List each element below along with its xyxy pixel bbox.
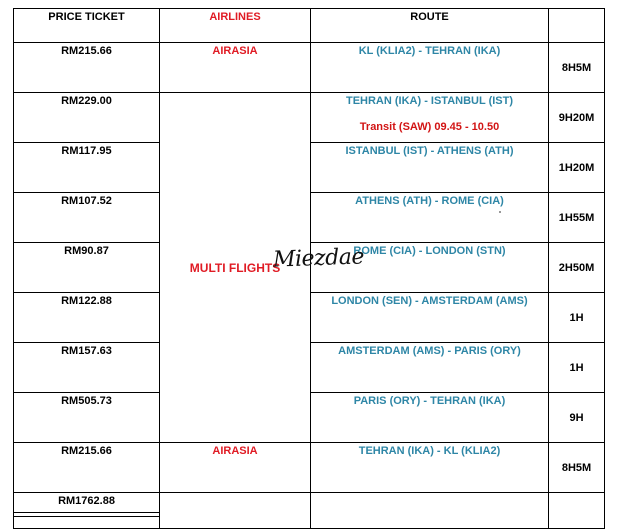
route-cell: LONDON (SEN) - AMSTERDAM (AMS) [311, 293, 549, 343]
price-cell: RM107.52 [14, 193, 160, 243]
empty-cell [311, 493, 549, 529]
price-cell: RM122.88 [14, 293, 160, 343]
price-cell: RM90.87 [14, 243, 160, 293]
duration-cell: 9H [549, 393, 605, 443]
table-row [14, 43, 605, 93]
route-cell: ATHENS (ATH) - ROME (CIA) [311, 193, 549, 243]
price-cell: RM157.63 [14, 343, 160, 393]
route-cell: ROME (CIA) - LONDON (STN) [311, 243, 549, 293]
airline-cell: AIRASIA [160, 43, 311, 93]
transit-note: Transit (SAW) 09.45 - 10.50 [359, 121, 500, 133]
duration-cell: 1H [549, 293, 605, 343]
total-row [14, 493, 605, 529]
table-row [14, 93, 605, 143]
price-cell: RM215.66 [14, 443, 160, 493]
route-cell: PARIS (ORY) - TEHRAN (IKA) [311, 393, 549, 443]
empty-cell [160, 493, 311, 529]
route-cell: TEHRAN (IKA) - KL (KLIA2) [311, 443, 549, 493]
duration-cell: 1H [549, 343, 605, 393]
price-cell: RM117.95 [14, 143, 160, 193]
header-route: ROUTE [311, 9, 549, 43]
route-cell: KL (KLIA2) - TEHRAN (IKA) [311, 43, 549, 93]
duration-cell: 8H5M [549, 43, 605, 93]
price-cell: RM229.00 [14, 93, 160, 143]
duration-cell: 1H55M [549, 193, 605, 243]
duration-cell: 1H20M [549, 143, 605, 193]
route-text: TEHRAN (IKA) - ISTANBUL (IST) [345, 95, 514, 107]
stray-dot [499, 211, 501, 213]
price-cell: RM505.73 [14, 393, 160, 443]
duration-cell: 8H5M [549, 443, 605, 493]
double-underline [14, 512, 159, 517]
route-cell: ISTANBUL (IST) - ATHENS (ATH) [311, 143, 549, 193]
route-cell: AMSTERDAM (AMS) - PARIS (ORY) [311, 343, 549, 393]
empty-cell [549, 493, 605, 529]
header-airlines: AIRLINES [160, 9, 311, 43]
header-row [14, 9, 605, 43]
multi-flights-cell: MULTI FLIGHTS [160, 93, 311, 443]
price-cell: RM215.66 [14, 43, 160, 93]
signature-watermark: Miezdae [272, 244, 365, 273]
table-row [14, 443, 605, 493]
duration-cell: 2H50M [549, 243, 605, 293]
header-price: PRICE TICKET [14, 9, 160, 43]
duration-cell: 9H20M [549, 93, 605, 143]
header-duration [549, 9, 605, 43]
route-cell [311, 93, 549, 143]
airline-cell: AIRASIA [160, 443, 311, 493]
total-cell [14, 493, 160, 529]
total-value: RM1762.88 [58, 495, 115, 507]
